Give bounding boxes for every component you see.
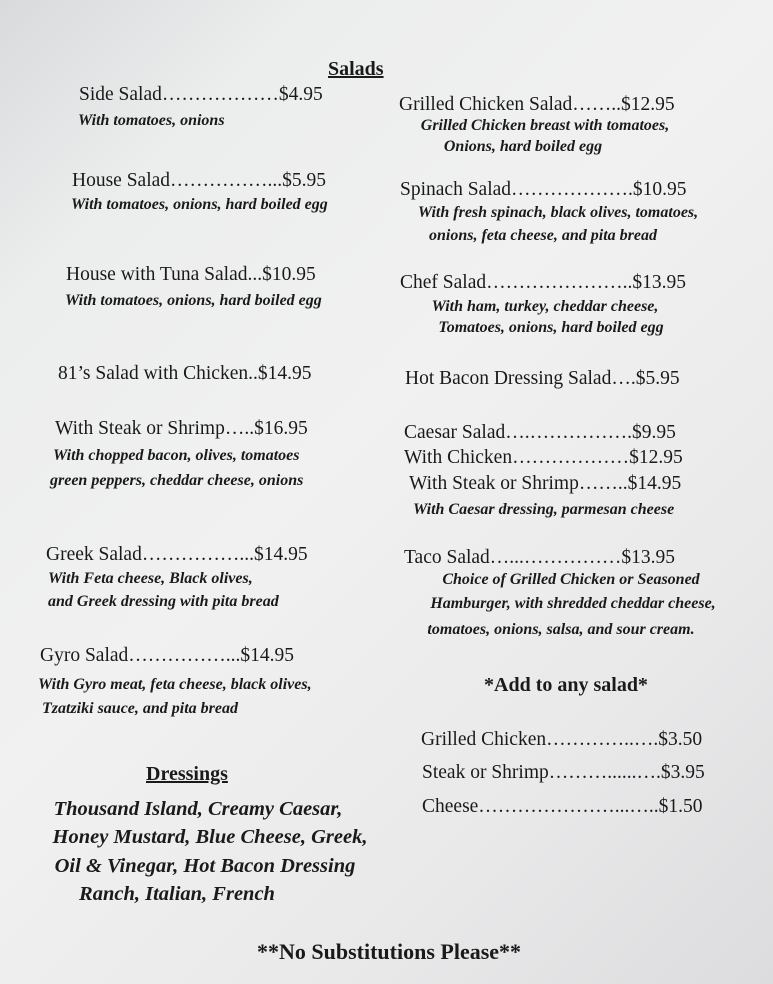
menu-item-desc: green peppers, cheddar cheese, onions bbox=[50, 472, 304, 489]
menu-item-desc: Tomatoes, onions, hard boiled egg bbox=[438, 319, 664, 336]
menu-item-desc: Onions, hard boiled egg bbox=[443, 138, 603, 155]
menu-item-desc: With Caesar dressing, parmesan cheese bbox=[413, 501, 675, 518]
menu-item-name: House Salad……………...$5.95 bbox=[72, 170, 327, 191]
menu-item-desc: With chopped bacon, olives, tomatoes bbox=[53, 447, 300, 464]
salads-title: Salads bbox=[328, 58, 384, 80]
menu-item-name: House with Tuna Salad...$10.95 bbox=[66, 264, 316, 285]
menu-item-desc: With ham, turkey, cheddar cheese, bbox=[431, 298, 659, 315]
menu-item-desc: With tomatoes, onions, hard boiled egg bbox=[71, 196, 328, 213]
menu-item-name: Gyro Salad……………...$14.95 bbox=[40, 645, 295, 666]
addon-item: Grilled Chicken…………..….$3.50 bbox=[421, 729, 703, 750]
menu-item-desc: Tzatziki sauce, and pita bread bbox=[42, 700, 239, 717]
addon-item: Cheese…………………...…..$1.50 bbox=[422, 796, 703, 817]
dressings-line: Honey Mustard, Blue Cheese, Greek, bbox=[52, 826, 368, 848]
dressings-title: Dressings bbox=[146, 763, 228, 785]
menu-item-name: With Chicken………………$12.95 bbox=[404, 447, 683, 468]
menu-item-desc: Grilled Chicken breast with tomatoes, bbox=[420, 117, 670, 134]
menu-item-desc: With tomatoes, onions, hard boiled egg bbox=[65, 292, 322, 309]
menu-item-name: With Steak or Shrimp……..$14.95 bbox=[409, 473, 682, 494]
menu-item-name: With Steak or Shrimp…..$16.95 bbox=[55, 418, 308, 439]
menu-item-desc: Choice of Grilled Chicken or Seasoned bbox=[442, 571, 700, 588]
menu-item-desc: With Gyro meat, feta cheese, black olives, bbox=[38, 676, 312, 693]
menu-item-name: Side Salad………………$4.95 bbox=[79, 84, 323, 105]
menu-item-desc: and Greek dressing with pita bread bbox=[48, 593, 279, 610]
menu-item-name: 81’s Salad with Chicken..$14.95 bbox=[58, 363, 312, 384]
addon-item: Steak or Shrimp………......….$3.95 bbox=[422, 762, 705, 783]
menu-item-desc: onions, feta cheese, and pita bread bbox=[429, 227, 657, 244]
menu-item-desc: With fresh spinach, black olives, tomatoes, bbox=[417, 204, 699, 221]
dressings-line: Thousand Island, Creamy Caesar, bbox=[53, 798, 343, 820]
menu-item-name: Caesar Salad….…………….$9.95 bbox=[404, 422, 676, 443]
menu-item-desc: With tomatoes, onions bbox=[78, 112, 225, 129]
addons-title: *Add to any salad* bbox=[484, 674, 648, 696]
dressings-line: Oil & Vinegar, Hot Bacon Dressing bbox=[54, 855, 356, 877]
menu-item-name: Greek Salad……………...$14.95 bbox=[46, 544, 308, 565]
menu-item-desc: With Feta cheese, Black olives, bbox=[48, 570, 253, 587]
menu-item-name: Spinach Salad……………….$10.95 bbox=[400, 179, 687, 200]
menu-item-name: Grilled Chicken Salad……..$12.95 bbox=[399, 94, 675, 115]
menu-item-desc: Hamburger, with shredded cheddar cheese, bbox=[430, 595, 716, 612]
menu-item-name: Hot Bacon Dressing Salad….$5.95 bbox=[405, 368, 680, 389]
footer-note: **No Substitutions Please** bbox=[257, 939, 522, 964]
menu-item-desc: tomatoes, onions, salsa, and sour cream. bbox=[427, 621, 695, 638]
menu-item-name: Taco Salad…...……………$13.95 bbox=[404, 547, 676, 568]
dressings-line: Ranch, Italian, French bbox=[79, 883, 275, 905]
menu-item-name: Chef Salad…………………..$13.95 bbox=[400, 272, 686, 293]
